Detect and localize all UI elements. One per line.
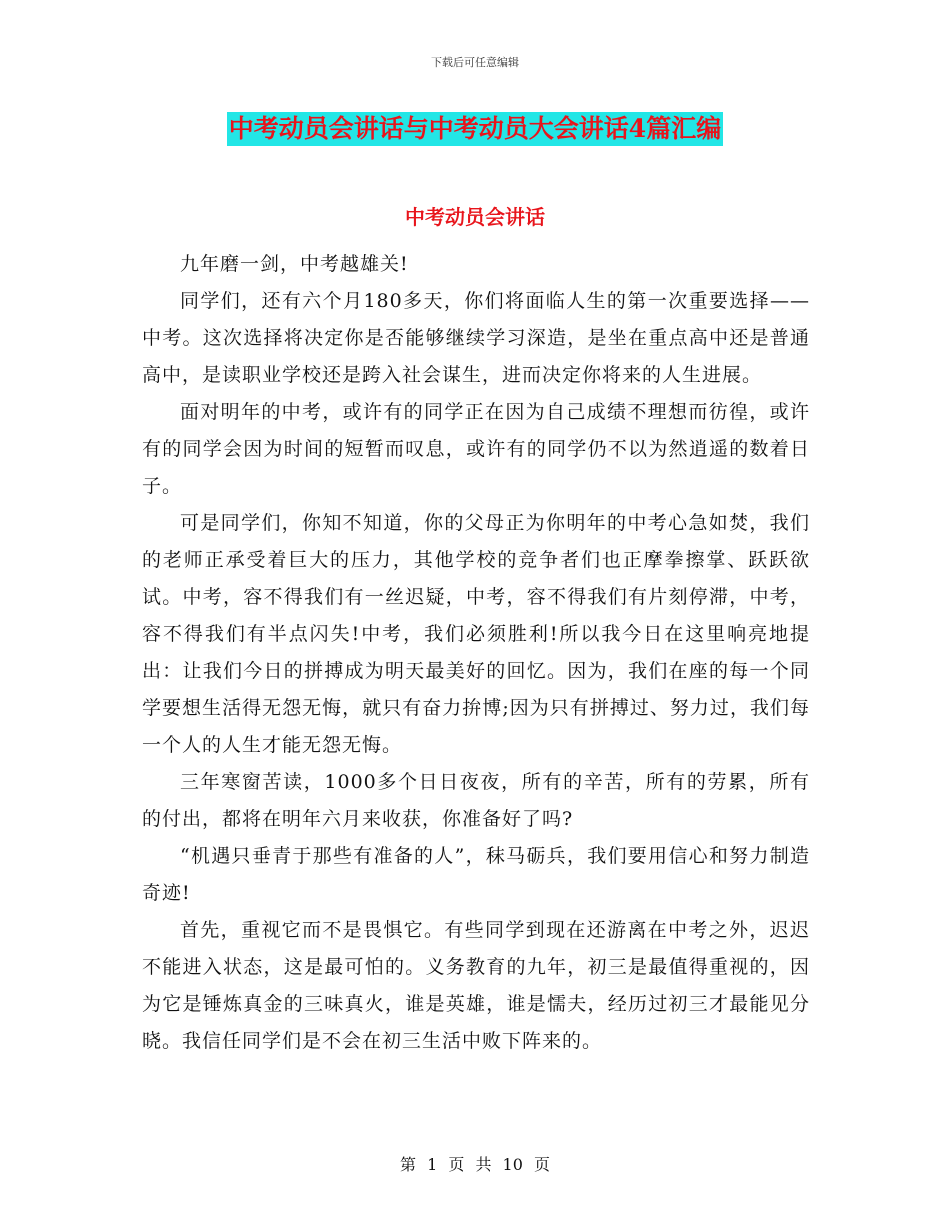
header-note: 下载后可任意编辑 — [431, 56, 519, 69]
paragraph: 面对明年的中考，或许有的同学正在因为自己成绩不理想而彷徨，或许有的同学会因为时间的短暂而叹息，或许有的同学仍不以为然逍遥的数着日子。 — [142, 401, 810, 497]
paragraph: 三年寒窗苦读，1000多个日日夜夜，所有的辛苦，所有的劳累，所有的付出，都将在明年六月来收获，你准备好了吗? — [142, 771, 810, 830]
page-number-footer: 第 1 页 共 10 页 — [400, 1155, 550, 1174]
section-title: 中考动员会讲话 — [405, 205, 545, 229]
paragraph: 可是同学们，你知不知道，你的父母正为你明年的中考心急如焚，我们的老师正承受着巨大的压力，其他学校的竞争者们也正摩拳擦掌、跃跃欲试。中考，容不得我们有一丝迟疑，中考，容不得我们有片刻停滞，中考，容不得我们有半点闪失!中考，我们必须胜利!所以我今日在这里响亮地提出：让我们今日的拼搏成为明天最美好的回忆。因为，我们在座的每一个同学要想生活得无怨无悔，就只有奋力拚博;因为只有拼搏过、努力过，我们每一个人的人生才能无怨无悔。 — [142, 512, 810, 756]
paragraph: 九年磨一剑，中考越雄关! — [180, 253, 409, 275]
paragraph: 同学们，还有六个月180多天，你们将面临人生的第一次重要选择——中考。这次选择将决定你是否能够继续学习深造，是坐在重点高中还是普通高中，是读职业学校还是跨入社会谋生，进而决定你将来的人生进展。 — [142, 290, 810, 386]
document-title: 中考动员会讲话与中考动员大会讲话4篇汇编 — [227, 112, 723, 146]
paragraph: 首先，重视它而不是畏惧它。有些同学到现在还游离在中考之外，迟迟不能进入状态，这是最可怕的。义务教育的九年，初三是最值得重视的，因为它是锤炼真金的三味真火，谁是英雄，谁是懦夫，经历过初三才最能见分晓。我信任同学们是不会在初三生活中败下阵来的。 — [142, 919, 810, 1052]
document-body — [142, 246, 810, 1060]
document-title-container — [0, 112, 950, 146]
paragraph: “机遇只垂青于那些有准备的人”，秣马砺兵，我们要用信心和努力制造奇迹! — [142, 845, 810, 904]
